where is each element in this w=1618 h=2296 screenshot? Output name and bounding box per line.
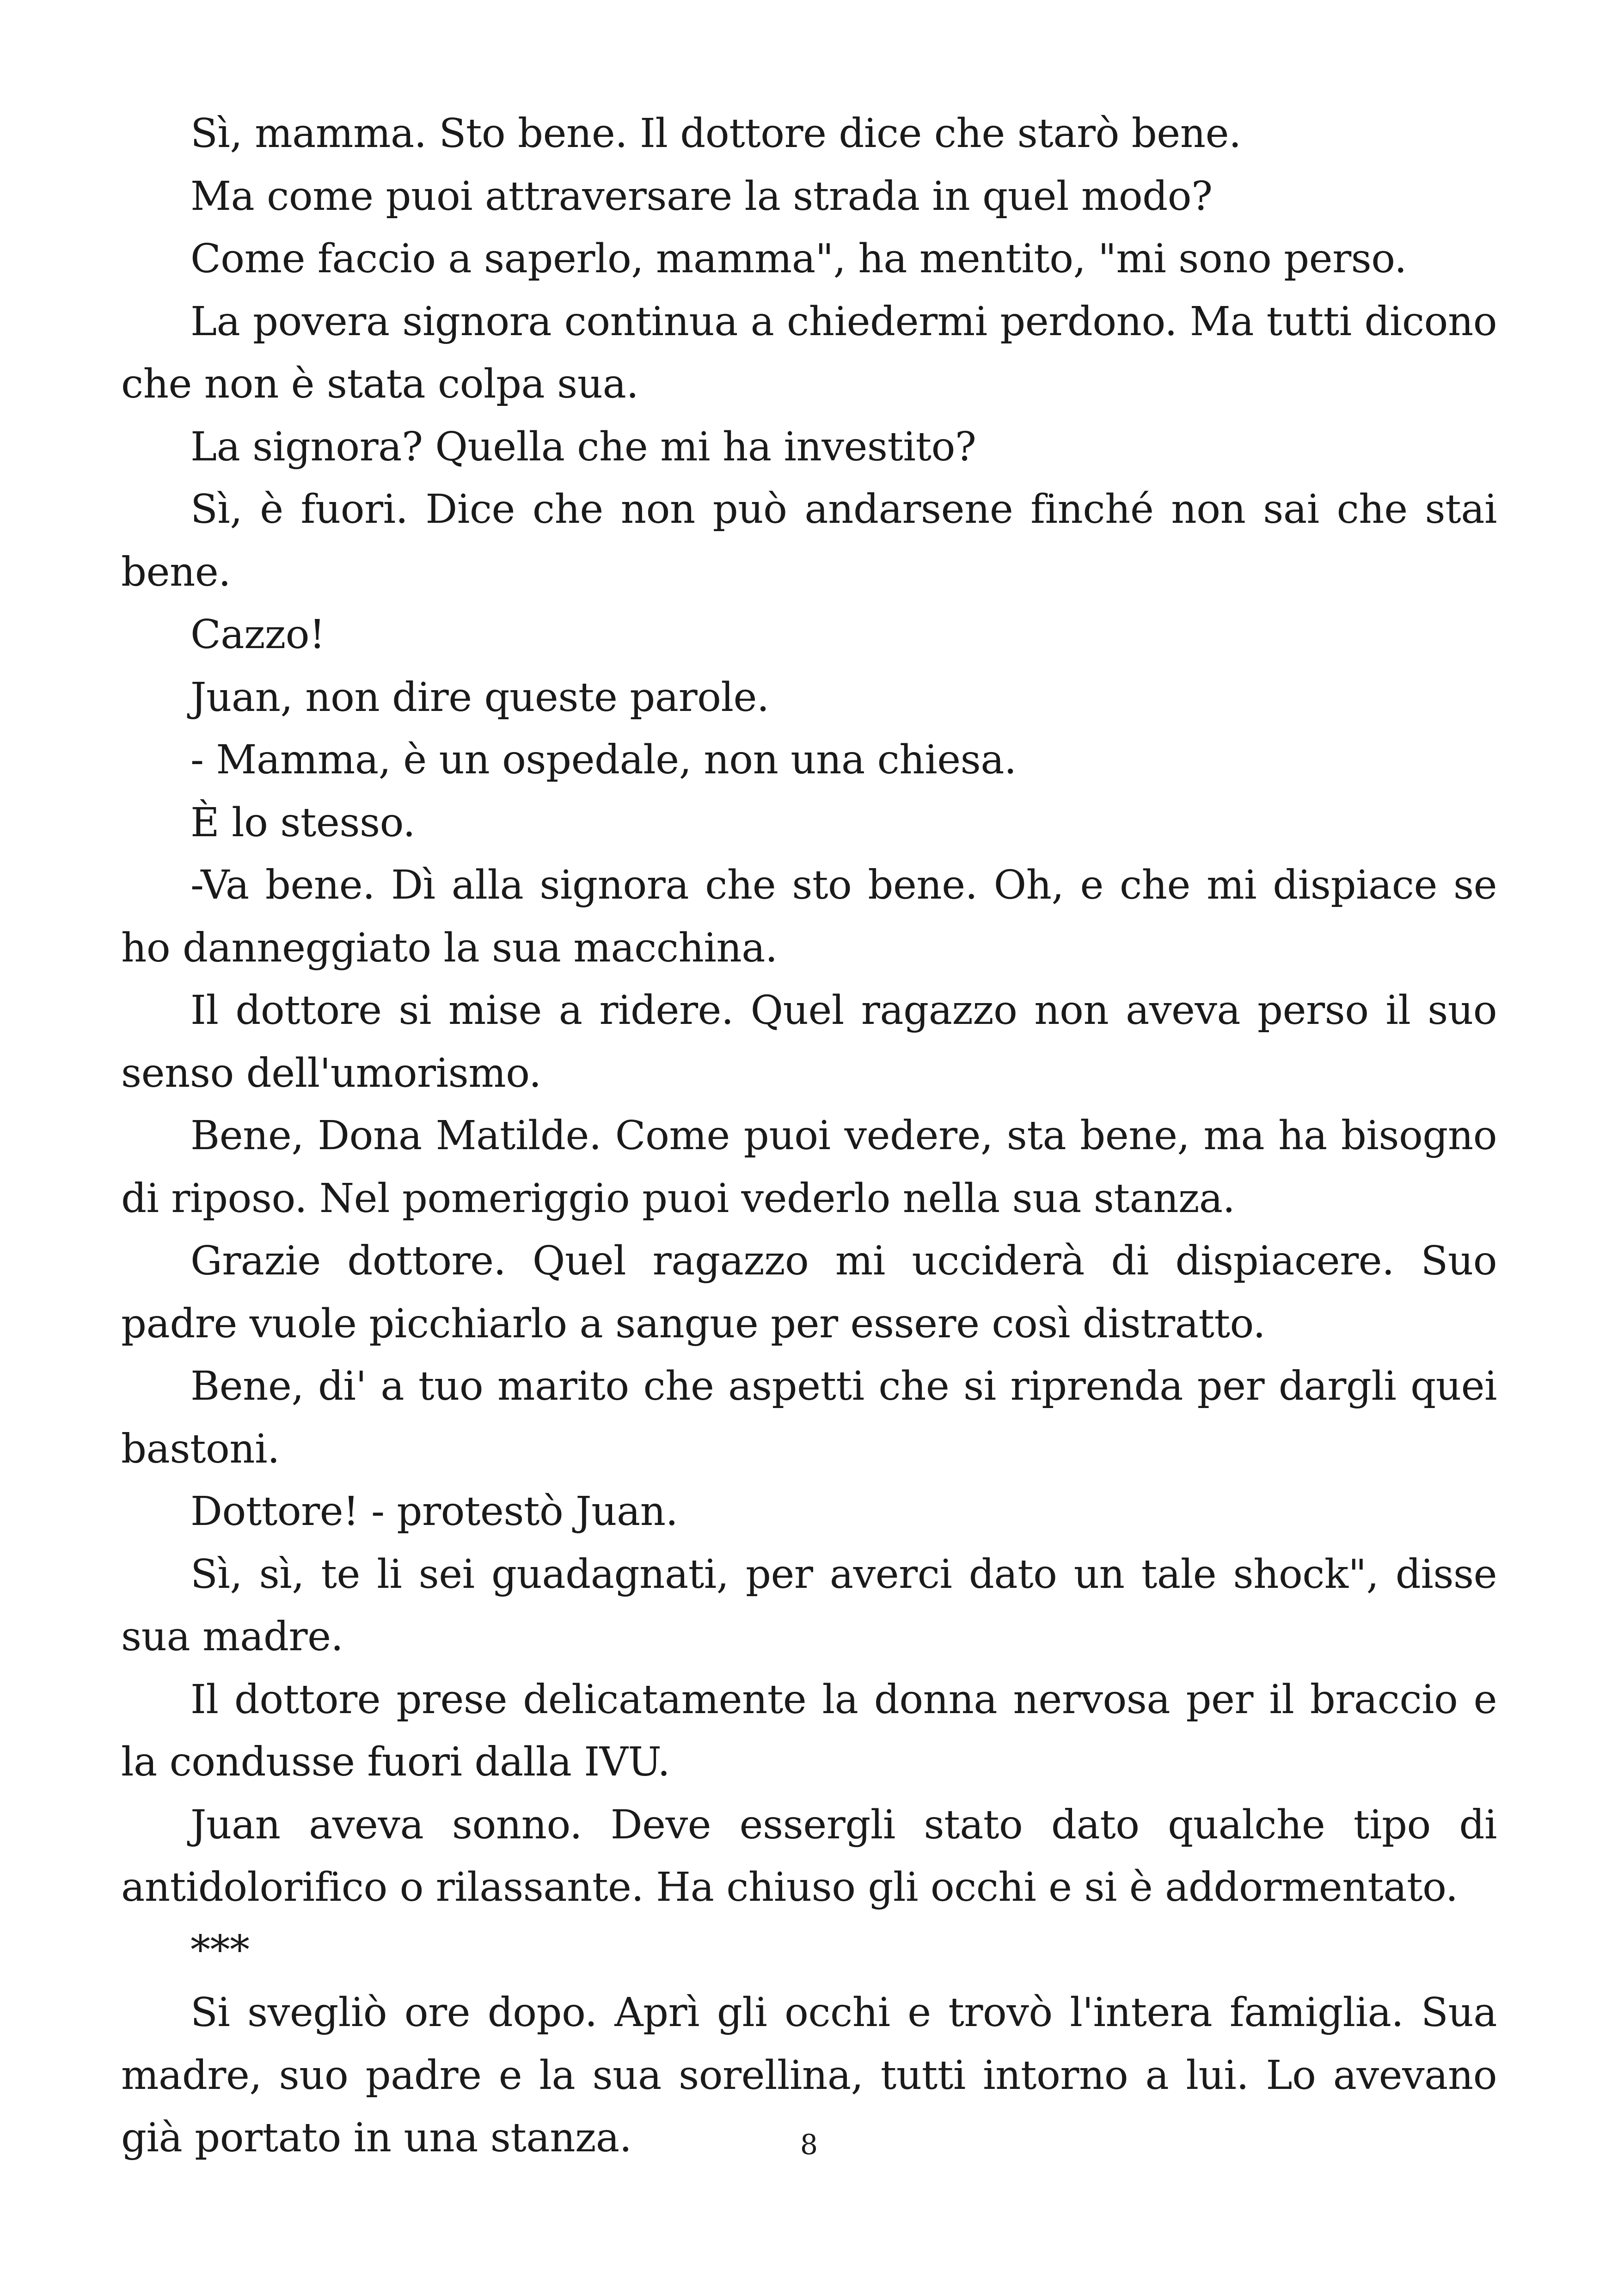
paragraph: -Va bene. Dì alla signora che sto bene. Oh, e che mi dispiace se ho danneggiato la sua macchina. [121, 862, 1497, 971]
paragraph: Sì, è fuori. Dice che non può andarsene finché non sai che stai bene. [121, 486, 1497, 595]
paragraph: Bene, Dona Matilde. Come puoi vedere, sta bene, ma ha bisogno di riposo. Nel pomeriggio puoi vederlo nella sua stanza. [121, 1113, 1497, 1222]
page-body [121, 103, 1497, 2170]
paragraph: Sì, sì, te li sei guadagnati, per averci dato un tale shock", disse sua madre. [121, 1551, 1497, 1660]
paragraph: È lo stesso. [190, 799, 416, 846]
paragraph: Cazzo! [190, 612, 325, 658]
paragraph: Juan aveva sonno. Deve essergli stato dato qualche tipo di antidolorifico o rilassante. Ha chiuso gli occhi e si è addormentato. [121, 1801, 1497, 1910]
paragraph: Juan, non dire queste parole. [190, 674, 769, 721]
paragraph: Il dottore si mise a ridere. Quel ragazzo non aveva perso il suo senso dell'umorismo. [121, 987, 1497, 1096]
paragraph: - Mamma, è un ospedale, non una chiesa. [190, 737, 1017, 783]
paragraph: Come faccio a saperlo, mamma", ha mentito, "mi sono perso. [190, 236, 1407, 282]
scene-break: *** [190, 1927, 250, 1973]
paragraph: La signora? Quella che mi ha investito? [190, 423, 976, 470]
paragraph: Il dottore prese delicatamente la donna nervosa per il braccio e la condusse fuori dalla IVU. [121, 1676, 1497, 1785]
paragraph: Si svegliò ore dopo. Aprì gli occhi e trovò l'intera famiglia. Sua madre, suo padre e la sua sorellina, tutti intorno a lui. Lo avevano già portato in una stanza. [121, 1990, 1497, 2161]
paragraph: Grazie dottore. Quel ragazzo mi ucciderà di dispiacere. Suo padre vuole picchiarlo a sangue per essere così distratto. [121, 1238, 1497, 1347]
paragraph: La povera signora continua a chiedermi perdono. Ma tutti dicono che non è stata colpa sua. [121, 298, 1497, 407]
paragraph: Ma come puoi attraversare la strada in quel modo? [190, 173, 1213, 220]
paragraph: Bene, di' a tuo marito che aspetti che si riprenda per dargli quei bastoni. [121, 1363, 1497, 1472]
paragraph: Sì, mamma. Sto bene. Il dottore dice che starò bene. [190, 110, 1241, 157]
page-number: 8 [800, 2129, 818, 2161]
paragraph: Dottore! - protestò Juan. [190, 1488, 678, 1535]
